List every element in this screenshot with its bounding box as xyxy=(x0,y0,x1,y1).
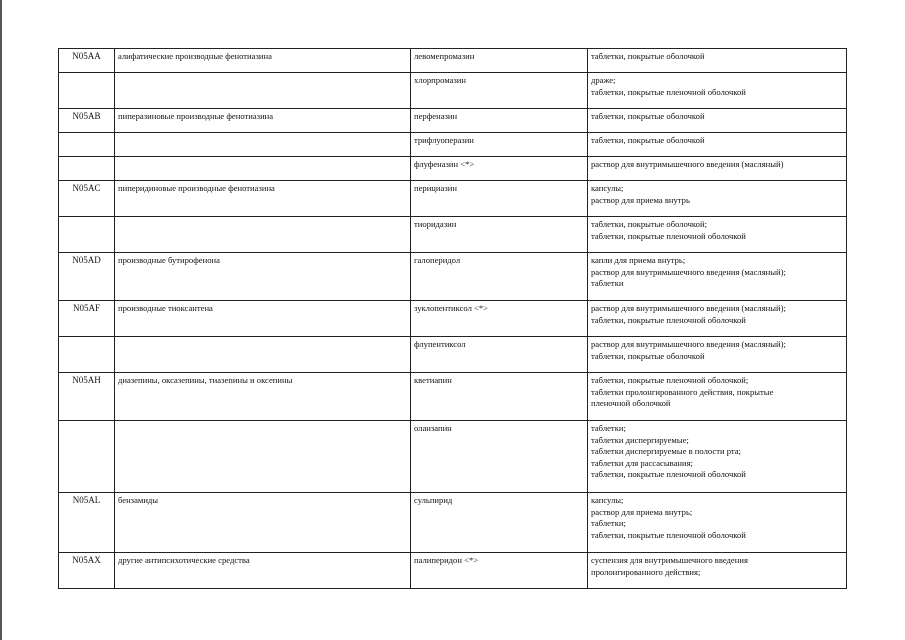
pharmacological-group-cell xyxy=(115,217,411,253)
pharmacological-group-cell: пиперазиновые производные фенотиазина xyxy=(115,109,411,133)
dosage-form-line: таблетки, покрытые пленочной оболочкой xyxy=(591,469,746,479)
table-row xyxy=(59,157,847,181)
drug-name-cell: перфеназин xyxy=(411,109,588,133)
dosage-form-cell xyxy=(588,49,847,73)
atc-code-cell xyxy=(59,337,115,373)
dosage-form-line: таблетки, покрытые оболочкой; xyxy=(591,219,707,229)
dosage-form-line: таблетки; xyxy=(591,423,626,433)
dosage-form-line: таблетки xyxy=(591,278,624,288)
drug-name-cell: трифлуоперазин xyxy=(411,133,588,157)
pharmacological-group-cell: пиперидиновые производные фенотиазина xyxy=(115,181,411,217)
atc-code-cell xyxy=(59,133,115,157)
table-row xyxy=(59,301,847,337)
table-row xyxy=(59,133,847,157)
drug-name-cell: сульпирид xyxy=(411,493,588,553)
dosage-form-line: таблетки для рассасывания; xyxy=(591,457,693,468)
dosage-form-line: раствор для внутримышечного введения (масляный) xyxy=(591,159,784,169)
drug-name-cell: хлорпромазин xyxy=(411,73,588,109)
dosage-form-cell xyxy=(588,373,847,421)
dosage-form-line: таблетки диспергируемые; xyxy=(591,434,689,445)
dosage-form-line: таблетки, покрытые оболочкой xyxy=(591,51,705,61)
dosage-form-cell xyxy=(588,553,847,589)
table-row xyxy=(59,181,847,217)
dosage-form-line: раствор для внутримышечного введения (масляный); xyxy=(591,339,786,349)
drug-name-cell: зуклопентиксол <*> xyxy=(411,301,588,337)
dosage-form-cell xyxy=(588,181,847,217)
atc-code-cell xyxy=(59,157,115,181)
dosage-form-line: раствор для внутримышечного введения (масляный); xyxy=(591,303,786,313)
dosage-form-line: раствор для внутримышечного введения (масляный); xyxy=(591,266,786,277)
table-row xyxy=(59,421,847,493)
dosage-form-line: раствор для приема внутрь xyxy=(591,194,690,205)
dosage-form-cell xyxy=(588,109,847,133)
drug-table-body xyxy=(59,49,847,589)
table-row xyxy=(59,373,847,421)
atc-code-cell xyxy=(59,217,115,253)
dosage-form-line: таблетки диспергируемые в полости рта; xyxy=(591,446,741,456)
pharmacological-group-cell xyxy=(115,73,411,109)
drug-name-cell: оланзапин xyxy=(411,421,588,493)
dosage-form-cell xyxy=(588,217,847,253)
table-row xyxy=(59,493,847,553)
pharmacological-group-cell xyxy=(115,337,411,373)
dosage-form-line: капли для приема внутрь; xyxy=(591,255,686,265)
table-row xyxy=(59,73,847,109)
pharmacological-group-cell: производные тиоксантена xyxy=(115,301,411,337)
drug-name-cell: галоперидол xyxy=(411,253,588,301)
dosage-form-cell xyxy=(588,73,847,109)
dosage-form-line: таблетки, покрытые оболочкой xyxy=(591,350,705,361)
dosage-form-cell xyxy=(588,133,847,157)
dosage-form-cell xyxy=(588,301,847,337)
dosage-form-cell xyxy=(588,157,847,181)
dosage-form-line: таблетки, покрытые оболочкой xyxy=(591,135,705,145)
dosage-form-line: суспензия для внутримышечного введения xyxy=(591,555,748,565)
drug-name-cell: флупентиксол xyxy=(411,337,588,373)
dosage-form-line: раствор для приема внутрь; xyxy=(591,506,693,517)
dosage-form-cell xyxy=(588,493,847,553)
dosage-form-line: таблетки, покрытые пленочной оболочкой xyxy=(591,314,746,325)
pharmacological-group-cell: другие антипсихотические средства xyxy=(115,553,411,589)
atc-code-cell: N05AD xyxy=(59,253,115,301)
atc-code-cell: N05AC xyxy=(59,181,115,217)
page-edge xyxy=(0,0,2,640)
table-row xyxy=(59,109,847,133)
dosage-form-line: таблетки, покрытые пленочной оболочкой; xyxy=(591,375,749,385)
table-row xyxy=(59,217,847,253)
pharmacological-group-cell: производные бутирофенона xyxy=(115,253,411,301)
drug-name-cell: кветиапин xyxy=(411,373,588,421)
pharmacological-group-cell: диазепины, оксазепины, тиазепины и оксепины xyxy=(115,373,411,421)
table-row xyxy=(59,49,847,73)
drug-name-cell: палиперидон <*> xyxy=(411,553,588,589)
atc-code-cell: N05AX xyxy=(59,553,115,589)
dosage-form-line: таблетки, покрытые пленочной оболочкой xyxy=(591,230,746,241)
atc-code-cell xyxy=(59,73,115,109)
atc-code-cell: N05AA xyxy=(59,49,115,73)
dosage-form-cell xyxy=(588,421,847,493)
dosage-form-line: таблетки пролонгированного действия, покрытые xyxy=(591,386,774,397)
atc-code-cell: N05AL xyxy=(59,493,115,553)
atc-code-cell: N05AH xyxy=(59,373,115,421)
dosage-form-line: таблетки, покрытые пленочной оболочкой xyxy=(591,86,746,97)
dosage-form-line: таблетки, покрытые пленочной оболочкой xyxy=(591,529,746,540)
dosage-form-line: таблетки, покрытые оболочкой xyxy=(591,111,705,121)
table-row xyxy=(59,337,847,373)
drug-name-cell: левомепромазин xyxy=(411,49,588,73)
dosage-form-line: пролонгированного действия; xyxy=(591,566,701,577)
dosage-form-line: капсулы; xyxy=(591,183,624,193)
drug-name-cell: перициазин xyxy=(411,181,588,217)
dosage-form-line: драже; xyxy=(591,75,616,85)
dosage-form-cell xyxy=(588,337,847,373)
drug-name-cell: флуфеназин <*> xyxy=(411,157,588,181)
pharmacological-group-cell xyxy=(115,421,411,493)
pharmacological-group-cell xyxy=(115,133,411,157)
dosage-form-cell xyxy=(588,253,847,301)
dosage-form-line: таблетки; xyxy=(591,518,626,528)
atc-code-cell: N05AF xyxy=(59,301,115,337)
pharmacological-group-cell: алифатические производные фенотиазина xyxy=(115,49,411,73)
pharmacological-group-cell xyxy=(115,157,411,181)
atc-code-cell xyxy=(59,421,115,493)
dosage-form-line: пленочной оболочкой xyxy=(591,398,671,408)
drug-table xyxy=(58,48,847,589)
pharmacological-group-cell: бензамиды xyxy=(115,493,411,553)
table-row xyxy=(59,553,847,589)
drug-name-cell: тиоридазин xyxy=(411,217,588,253)
dosage-form-line: капсулы; xyxy=(591,495,624,505)
atc-code-cell: N05AB xyxy=(59,109,115,133)
table-row xyxy=(59,253,847,301)
